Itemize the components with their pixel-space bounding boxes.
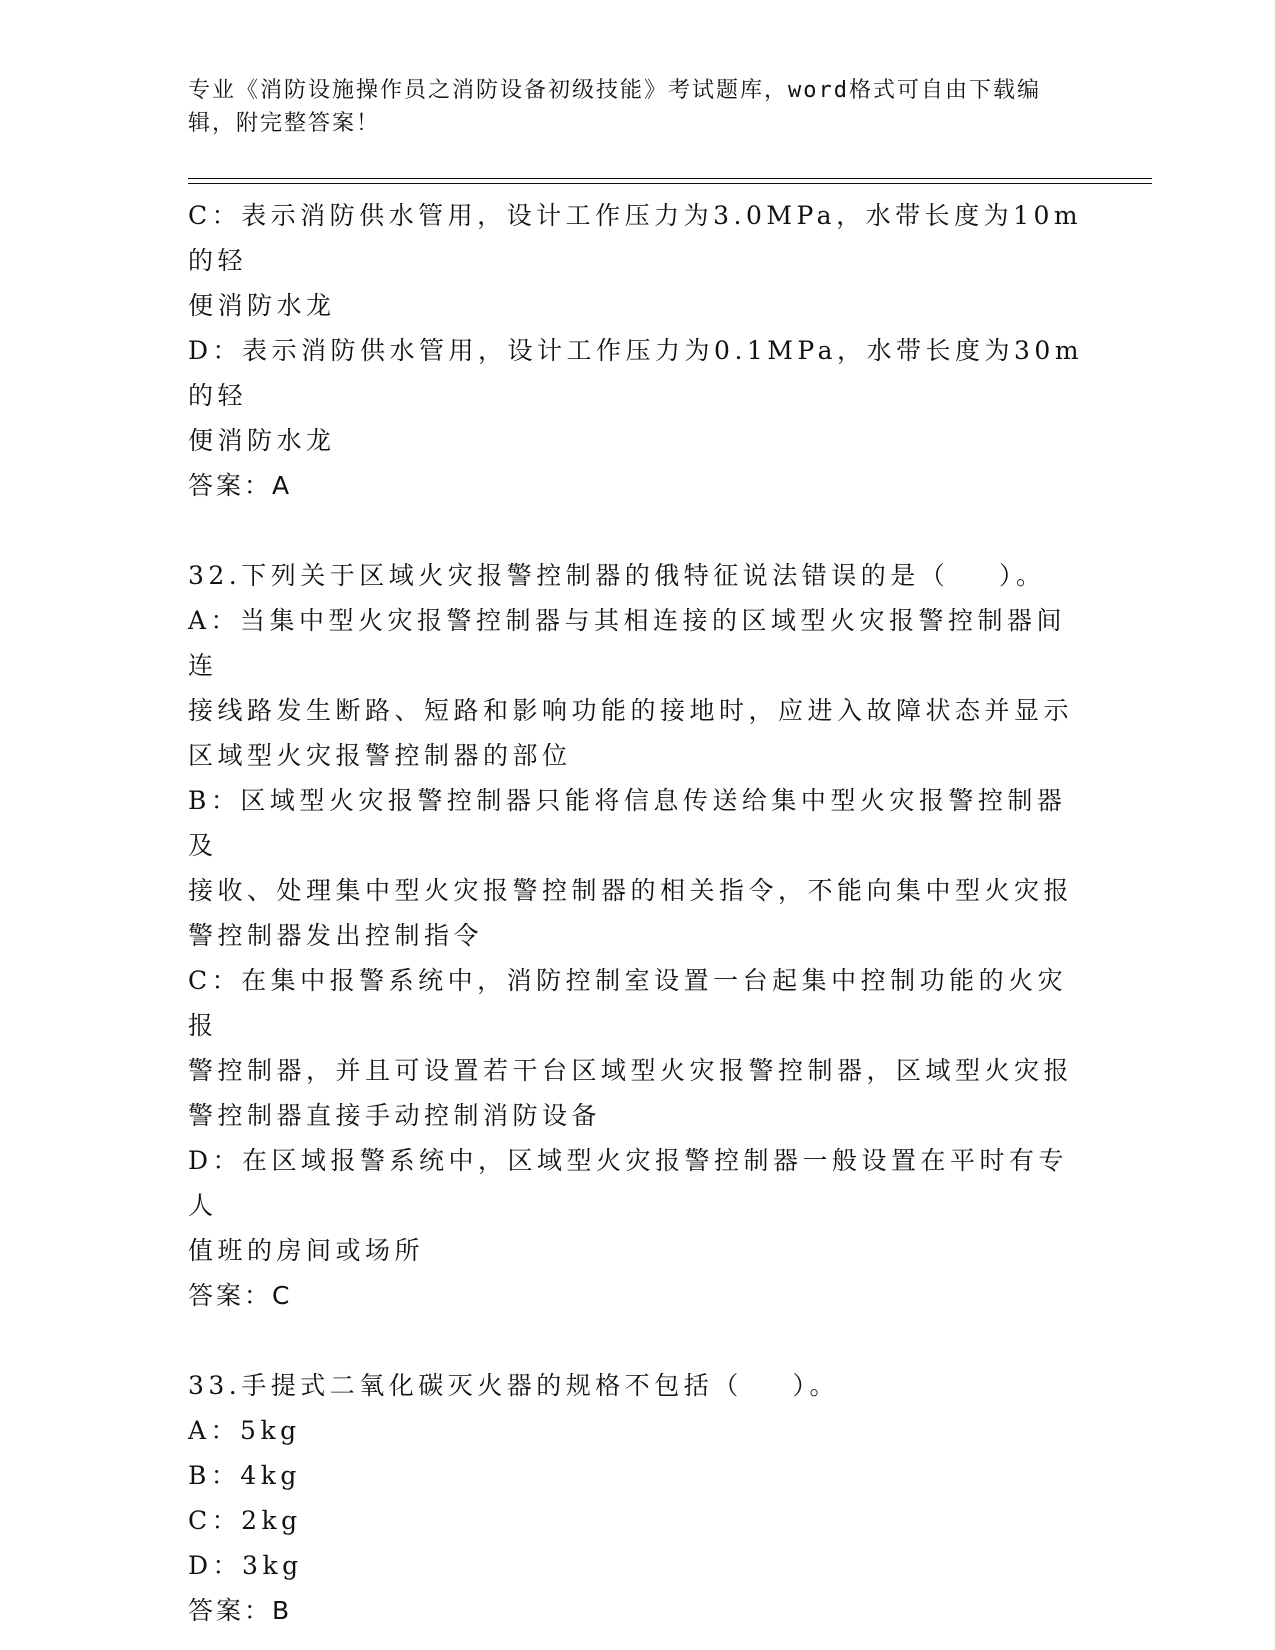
- option-line: 警控制器，并且可设置若干台区域型火灾报警控制器，区域型火灾报: [188, 1056, 1074, 1085]
- option-a: A：5kg: [188, 1416, 301, 1445]
- option-line: 值班的房间或场所: [188, 1236, 425, 1265]
- option-c: C：2kg: [188, 1506, 302, 1535]
- option-line: C：在集中报警系统中，消防控制室设置一台起集中控制功能的火灾报: [188, 966, 1068, 1040]
- option-a: [188, 598, 1088, 778]
- option-line: 接收、处理集中型火灾报警控制器的相关指令，不能向集中型火灾报: [188, 876, 1074, 905]
- option-line: D：在区域报警系统中，区域型火灾报警控制器一般设置在平时有专人: [188, 1146, 1069, 1220]
- answer-label: 答案：C: [188, 1281, 293, 1310]
- question-spacer: [188, 508, 1088, 553]
- document-intro: 专业《消防设施操作员之消防设备初级技能》考试题库，word格式可自由下载编辑，附完整答案！: [188, 78, 1041, 136]
- option-d: [188, 1138, 1088, 1273]
- option-line: B：区域型火灾报警控制器只能将信息传送给集中型火灾报警控制器及: [188, 786, 1067, 860]
- option-b: [188, 778, 1088, 958]
- option-c: [188, 958, 1088, 1138]
- option-line: 便消防水龙: [188, 291, 336, 320]
- option-line: 便消防水龙: [188, 426, 336, 455]
- question-block: [188, 193, 1088, 508]
- question-block: [188, 1363, 1088, 1633]
- question-block: [188, 553, 1088, 1318]
- option-line: 区域型火灾报警控制器的部位: [188, 741, 572, 770]
- option-line: 警控制器直接手动控制消防设备: [188, 1101, 602, 1130]
- option-line: 接线路发生断路、短路和影响功能的接地时，应进入故障状态并显示: [188, 696, 1074, 725]
- option-b: B：4kg: [188, 1461, 301, 1490]
- answer-label: 答案：B: [188, 1596, 293, 1625]
- option-line: C：表示消防供水管用，设计工作压力为3.0MPa，水带长度为10m的轻: [188, 201, 1083, 275]
- question-spacer: [188, 1318, 1088, 1363]
- option-d: D：3kg: [188, 1551, 303, 1580]
- header-divider-bottom: [188, 183, 1152, 184]
- option-line: A：当集中型火灾报警控制器与其相连接的区域型火灾报警控制器间连: [188, 606, 1067, 680]
- answer-label: 答案：A: [188, 471, 293, 500]
- header-divider-top: [188, 178, 1152, 179]
- option-d: [188, 328, 1088, 463]
- option-line: D：表示消防供水管用，设计工作压力为0.1MPa，水带长度为30m的轻: [188, 336, 1084, 410]
- option-c: [188, 193, 1088, 328]
- option-line: 警控制器发出控制指令: [188, 921, 484, 950]
- question-stem: 33.手提式二氧化碳灭火器的规格不包括（ ）。: [188, 1371, 840, 1400]
- question-content: [188, 193, 1088, 1633]
- question-stem: 32.下列关于区域火灾报警控制器的俄特征说法错误的是（ ）。: [188, 561, 1046, 590]
